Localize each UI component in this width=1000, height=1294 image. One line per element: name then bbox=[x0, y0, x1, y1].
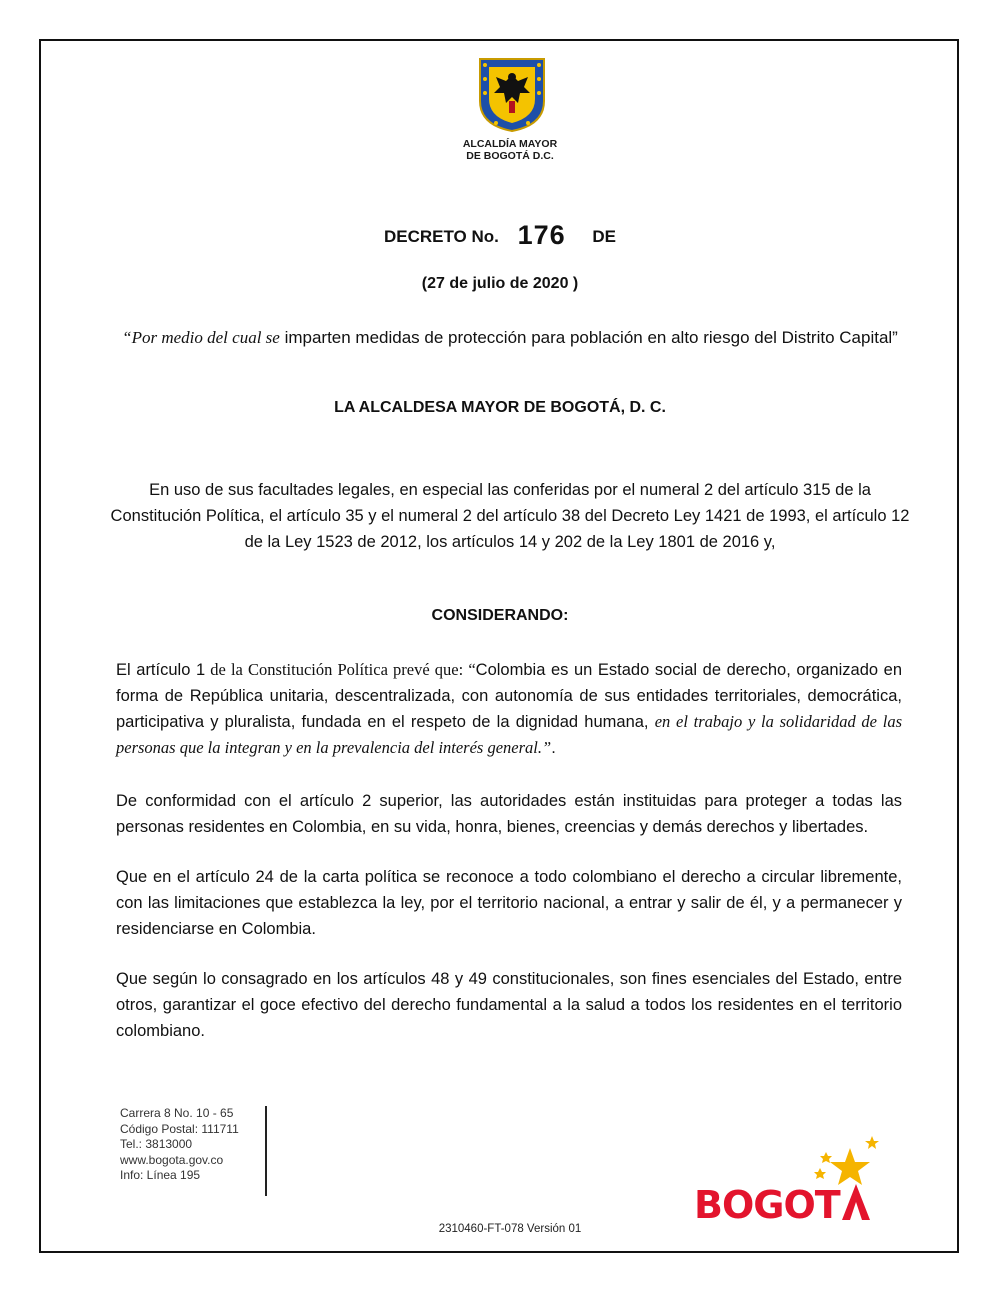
decree-suffix: DE bbox=[592, 227, 617, 246]
bogota-brand-logo bbox=[692, 1134, 882, 1226]
contact-info: Info: Línea 195 bbox=[120, 1168, 201, 1182]
p1-part-d: en el trabajo y la solidaridad de las personas que la integran y en la prevalencia del interés general.” bbox=[116, 712, 902, 757]
paragraph-article-24: Que en el artículo 24 de la carta política se reconoce a todo colombiano el derecho a circular libremente, con las limitaciones que establezca la ley, por el territorio nacional, a entrar y salir de él, y a permanecer y residenciarse en Colombia. bbox=[116, 868, 902, 938]
svg-text:BOGOT: BOGOT bbox=[694, 1183, 840, 1226]
paragraph-article-2: De conformidad con el artículo 2 superior, las autoridades están instituidas para proteger a todas las personas residentes en Colombia, en su vida, honra, bienes, creencias y demás derechos y libertades. bbox=[116, 792, 902, 836]
p1-part-a: El artículo 1 bbox=[116, 661, 206, 679]
contact-web: www.bogota.gov.co bbox=[120, 1152, 224, 1167]
crest-caption-line1: ALCALDÍA MAYOR bbox=[462, 138, 558, 150]
crest-caption-line2: DE BOGOTÁ D.C. bbox=[466, 150, 554, 162]
crest-caption bbox=[420, 138, 600, 162]
issuing-authority: LA ALCALDESA MAYOR DE BOGOTÁ, D. C. bbox=[334, 399, 666, 416]
decree-subject bbox=[110, 327, 910, 349]
considering-heading: CONSIDERANDO: bbox=[431, 607, 569, 624]
p1-part-e: . bbox=[551, 739, 556, 757]
p1-part-b: de la Constitución Política prevé que: “ bbox=[205, 660, 476, 679]
decree-prefix: DECRETO No. bbox=[383, 227, 499, 246]
subject-italic: “Por medio del cual se bbox=[122, 328, 280, 347]
subject-rest: imparten medidas de protección para población en alto riesgo del Distrito Capital” bbox=[279, 328, 898, 347]
form-version-code: 2310460-FT-078 Versión 01 bbox=[438, 1223, 582, 1235]
legal-powers-paragraph: En uso de sus facultades legales, en especial las conferidas por el numeral 2 del artículo 315 de la Constitución Política, el artículo 35 y el numeral 2 del artículo 38 del Decreto Ley 1421 de 1993, el artículo 12 de la Ley 1523 de 2012, los artículos 14 y 202 de la Ley 1801 de 2016 y, bbox=[110, 481, 910, 551]
p1-part-c: Colombia es un Estado social de derecho, organizado en forma de República unitaria, descentralizada, con autonomía de sus entidades territoriales, democrática, participativa y pluralista, fundada en el respeto de la dignidad humana, bbox=[116, 661, 902, 731]
bogota-coat-of-arms-icon bbox=[476, 57, 548, 133]
paragraph-articles-48-49: Que según lo consagrado en los artículos 48 y 49 constitucionales, son fines esenciales del Estado, entre otros, garantizar el goce efectivo del derecho fundamental a la salud a todos los residentes en el territorio colombiano. bbox=[116, 970, 902, 1040]
paragraph-article-1 bbox=[116, 657, 902, 761]
decree-number: 176 bbox=[517, 220, 566, 250]
contact-block bbox=[120, 1106, 239, 1184]
decree-title bbox=[0, 218, 1000, 249]
contact-divider bbox=[265, 1106, 267, 1196]
contact-address: Carrera 8 No. 10 - 65 bbox=[120, 1106, 234, 1120]
contact-phone: Tel.: 3813000 bbox=[120, 1137, 193, 1151]
decree-date: (27 de julio de 2020 ) bbox=[421, 275, 579, 292]
contact-postal: Código Postal: 111711 bbox=[120, 1121, 239, 1136]
brand-stars-icon bbox=[814, 1136, 879, 1185]
